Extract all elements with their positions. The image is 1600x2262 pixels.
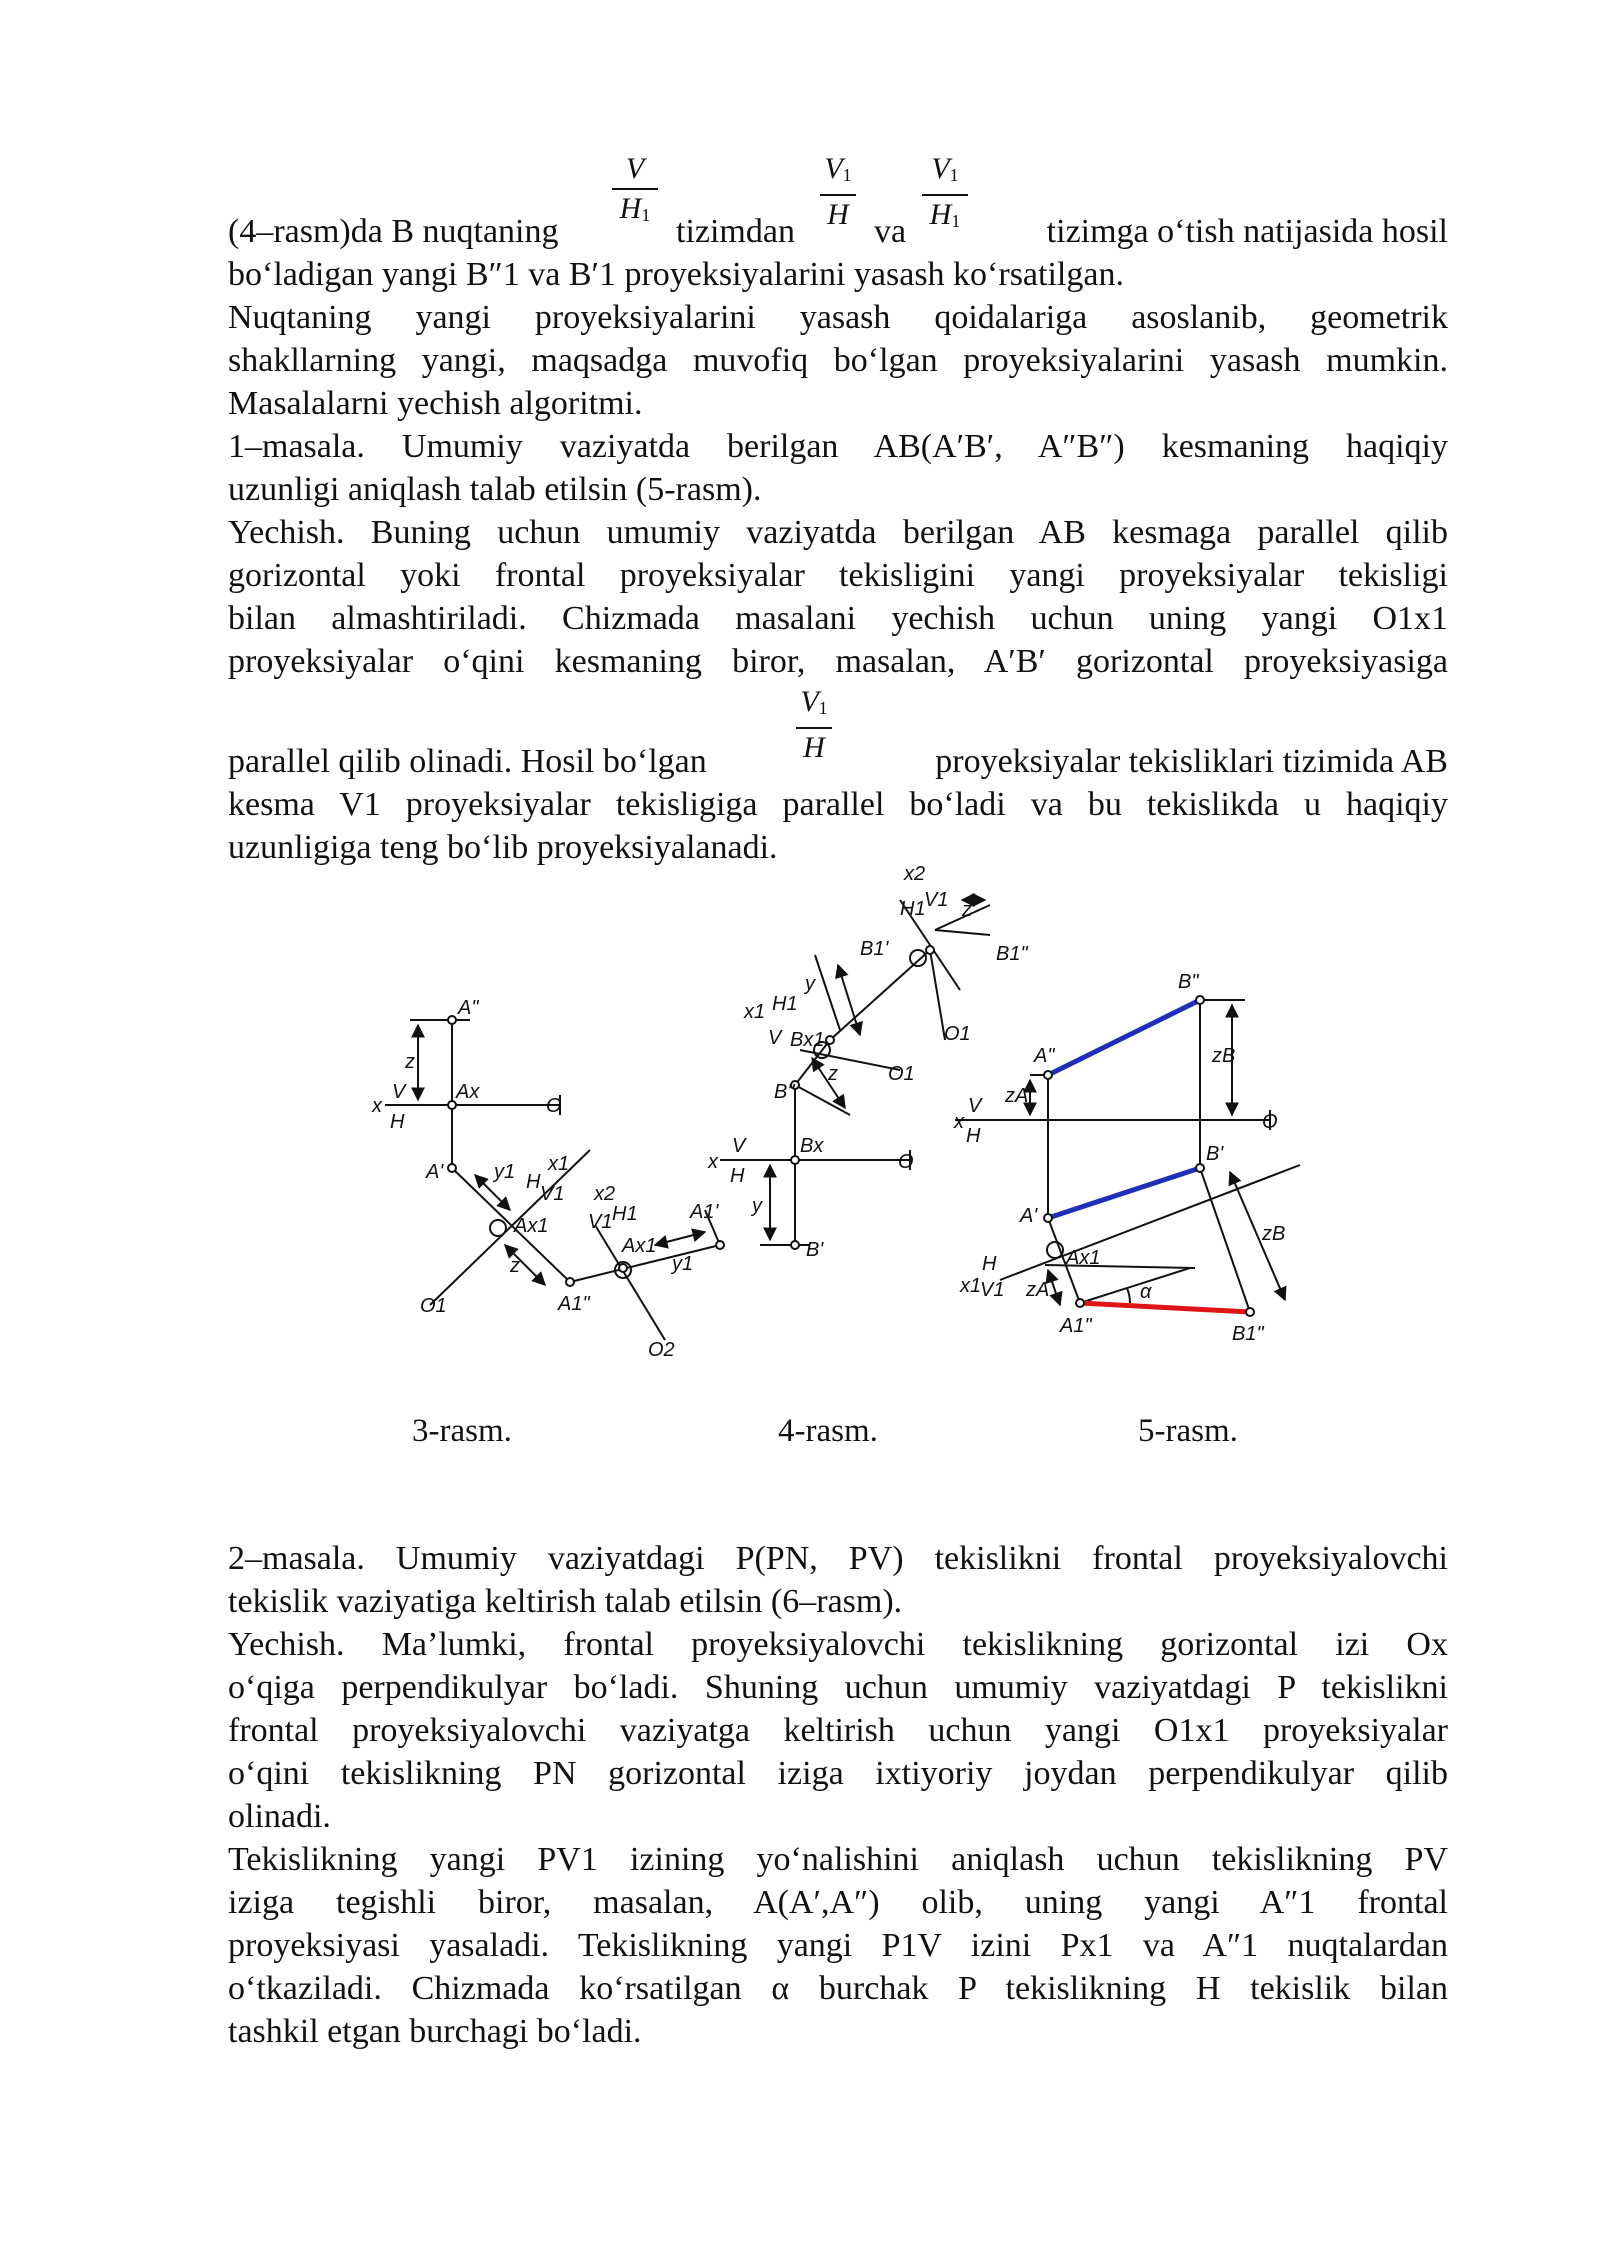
fraction-denominator: H [803, 731, 825, 764]
figure-label: y [752, 1195, 762, 1217]
figure-label: V1 [540, 1183, 565, 1205]
figure-label: V [732, 1135, 746, 1157]
figure-label: B1" [996, 943, 1028, 965]
fraction-numerator: V [625, 152, 645, 185]
figure-label: H1 [900, 898, 926, 920]
figure-label: zA [1005, 1085, 1029, 1107]
task1-line8: kesma V1 proyeksiyalar tekisligiga parallel bo‘ladi va bu tekislikda u haqiqiy [228, 786, 1448, 823]
task2-line11: o‘tkaziladi. Chizmada ko‘rsatilgan α burchak P tekislikning H tekislik bilan [228, 1970, 1448, 2007]
task1-line3: Yechish. Buning uchun umumiy vaziyatda berilgan AB kesmaga parallel qilib [228, 514, 1448, 551]
figure-label: H [730, 1165, 745, 1187]
task1-line7-part-b: proyeksiyalar tekisliklari tizimida AB [935, 743, 1448, 780]
figure-label: A1' [690, 1201, 719, 1223]
figure-label: x1 [744, 1001, 766, 1023]
figure-label: z [405, 1051, 415, 1073]
figure-label: Ax1 [514, 1215, 549, 1237]
figure-label: x [954, 1111, 964, 1133]
task2-line5: frontal proyeksiyalovchi vaziyatga keltirish uchun yangi O1x1 proyeksiyalar [228, 1712, 1448, 1749]
figure-label: B1" [1232, 1323, 1264, 1345]
fraction-denominator: H [827, 198, 849, 231]
figure-label: O [898, 1151, 914, 1173]
figure-label: Ax1 [1066, 1247, 1101, 1269]
para1-line1: Nuqtaning yangi proyeksiyalarini yasash qoidalariga asoslanib, geometrik [228, 299, 1448, 336]
figure-label: V1 [980, 1279, 1005, 1301]
fraction-numerator: $V_1$ [824, 152, 852, 185]
figure-label: H1 [772, 993, 798, 1015]
figure-label: x1 [548, 1153, 570, 1175]
para1-line2: shakllarning yangi, maqsadga muvofiq bo‘lgan proyeksiyalarini yasash mumkin. [228, 342, 1448, 379]
figure-label: A1" [558, 1293, 590, 1315]
figure-label: H [966, 1125, 981, 1147]
task2-line6: o‘qini tekislikning PN gorizontal iziga ixtiyoriy joydan perpendikulyar qilib [228, 1755, 1448, 1792]
intro-line1-part-c: va [874, 213, 907, 250]
figure-label: z [510, 1255, 520, 1277]
figure-label: A' [426, 1161, 444, 1183]
task2-line3: Yechish. Ma’lumki, frontal proyeksiyalovchi tekislikning gorizontal izi Ox [228, 1626, 1448, 1663]
figure-label: V [968, 1095, 982, 1117]
intro-line1-part-a: (4–rasm)da B nuqtaning [228, 213, 559, 250]
figure-label: y1 [494, 1161, 516, 1183]
figure-label: zA [1026, 1279, 1050, 1301]
figure-4 [720, 900, 990, 1245]
task2-line4: o‘qiga perpendikulyar bo‘ladi. Shuning uchun umumiy vaziyatdagi P tekislikni [228, 1669, 1448, 1706]
task1-line7-part-a: parallel qilib olinadi. Hosil bo‘lgan [228, 743, 707, 780]
figure-label: H [526, 1171, 541, 1193]
fraction-denominator: $H_1$ [619, 192, 651, 225]
figure-label: x [372, 1095, 382, 1117]
figure-label: Ax [456, 1081, 480, 1103]
figure-label: y1 [672, 1253, 694, 1275]
fraction-numerator: $V_1$ [931, 152, 959, 185]
task2-line12: tashkil etgan burchagi bo‘ladi. [228, 2013, 642, 2050]
figure-label: H [982, 1253, 997, 1275]
figure-label: V1 [588, 1211, 613, 1233]
figure-label: A" [1034, 1045, 1055, 1067]
figure-3-labels [371, 997, 719, 1361]
figure-3-points [448, 1016, 724, 1286]
figure-label: B' [1206, 1143, 1224, 1165]
para1-line3: Masalalarni yechish algoritmi. [228, 385, 643, 422]
figure-label: B" [1178, 971, 1199, 993]
figure-label: H1 [612, 1203, 638, 1225]
figure-label: V [768, 1027, 782, 1049]
figure-5-labels [953, 971, 1285, 1345]
task1-line2: uzunligi aniqlash talab etilsin (5-rasm). [228, 471, 762, 508]
task1-line6: proyeksiyalar o‘qini kesmaning biror, masalan, A′B′ gorizontal proyeksiyasiga [228, 643, 1448, 680]
figure-label: z [828, 1063, 838, 1085]
figure-label: Bx1 [790, 1029, 825, 1051]
figure-label: x [708, 1151, 718, 1173]
figure-label: O [546, 1095, 562, 1117]
figure-label: O1 [420, 1295, 447, 1317]
figure-label: Ax1 [622, 1235, 657, 1257]
figure-label: Bx [800, 1135, 824, 1157]
figure-label: y [805, 973, 815, 995]
figure-4-labels [707, 863, 1028, 1261]
task2-line1: 2–masala. Umumiy vaziyatdagi P(PN, PV) tekislikni frontal proyeksiyalovchi [228, 1540, 1448, 1577]
intro-line2: bo‘ladigan yangi B″1 va B′1 proyeksiyalarini yasash ko‘rsatilgan. [228, 256, 1124, 293]
figure-label: B' [806, 1239, 824, 1261]
figure-label: x2 [594, 1183, 616, 1205]
intro-line1-part-d: tizimga o‘tish natijasida hosil [1046, 213, 1448, 250]
figure-label: O2 [648, 1339, 675, 1361]
figure-label: zB [1262, 1223, 1286, 1245]
task1-line9: uzunligiga teng bo‘lib proyeksiyalanadi. [228, 829, 778, 866]
figure-label: V1 [924, 889, 949, 911]
task1-line1: 1–masala. Umumiy vaziyatda berilgan AB(A′B′, A″B″) kesmaning haqiqiy [228, 428, 1448, 465]
figure-label: A' [1020, 1205, 1038, 1227]
task1-line5: bilan almashtiriladi. Chizmada masalani yechish uchun uning yangi O1x1 [228, 600, 1448, 637]
figure-label: x2 [904, 863, 926, 885]
fraction-numerator: $V_1$ [800, 685, 828, 718]
intro-line1-part-b: tizimdan [676, 213, 795, 250]
figure-label: V [392, 1081, 406, 1103]
task2-line2: tekislik vaziyatiga keltirish talab etilsin (6–rasm). [228, 1583, 903, 1620]
figure-label: zB [1212, 1045, 1236, 1067]
figure-label: A1" [1060, 1315, 1092, 1337]
fraction-denominator: $H_1$ [929, 198, 961, 231]
caption-fig3: 3-rasm. [412, 1413, 512, 1449]
figure-label: x1 [960, 1275, 982, 1297]
task2-line7: olinadi. [228, 1798, 331, 1835]
task2-line8: Tekislikning yangi PV1 izining yo‘nalishini aniqlash uchun tekislikning PV [228, 1841, 1448, 1878]
figure-label: O [1262, 1111, 1278, 1133]
task1-line4: gorizontal yoki frontal proyeksiyalar tekisligini yangi proyeksiyalar tekisligi [228, 557, 1448, 594]
figure-label: H [390, 1111, 405, 1133]
figure-5 [955, 1000, 1300, 1312]
figure-label: B1' [860, 938, 889, 960]
task2-line10: proyeksiyasi yasaladi. Tekislikning yangi P1V izini Px1 va A″1 nuqtalardan [228, 1927, 1448, 1964]
caption-fig4: 4-rasm. [778, 1413, 878, 1449]
figure-label: B" [774, 1081, 795, 1103]
caption-fig5: 5-rasm. [1138, 1413, 1238, 1449]
task2-line9: iziga tegishli biror, masalan, A(A′,A″) olib, uning yangi A″1 frontal [228, 1884, 1448, 1921]
figure-label: A" [458, 997, 479, 1019]
figure-label: z [962, 899, 972, 921]
figure-label: α [1140, 1281, 1152, 1303]
figure-label: O1 [944, 1023, 971, 1045]
figure-label: O1 [888, 1063, 915, 1085]
